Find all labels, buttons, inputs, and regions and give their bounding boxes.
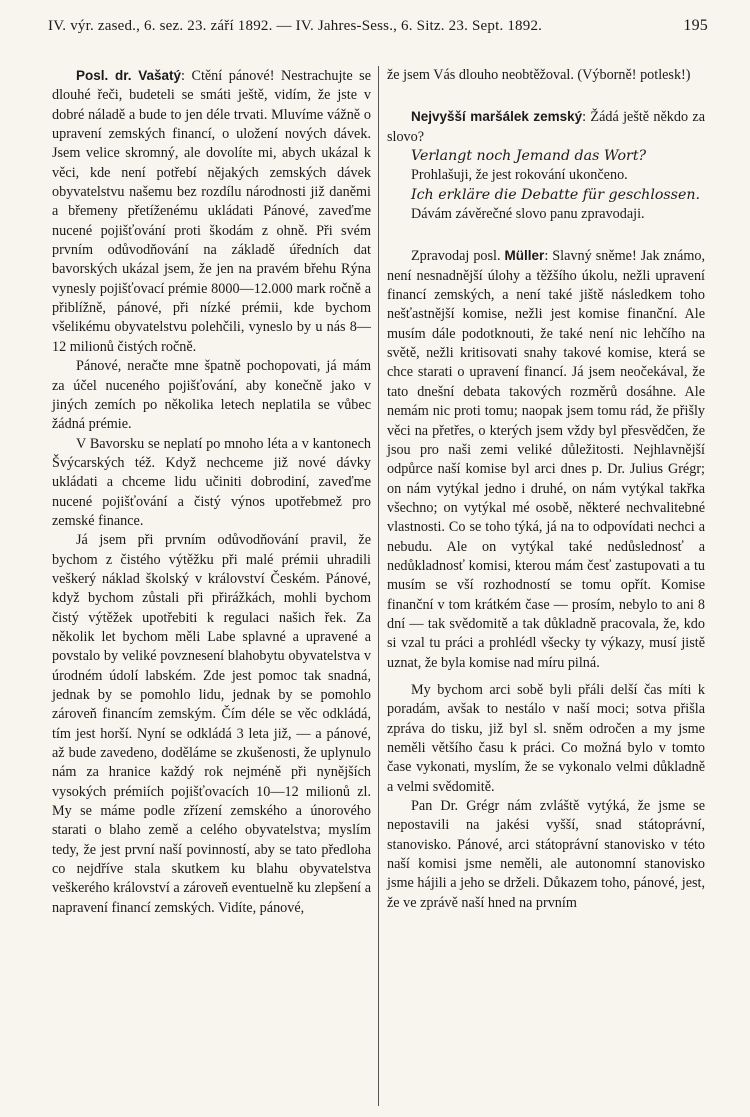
page-header	[48, 17, 708, 35]
speaker-prefix: Zpravodaj posl.	[411, 248, 505, 265]
paragraph-german: Ich erkläre die Debatte für geschlossen.	[411, 186, 701, 203]
text-columns	[52, 66, 716, 1106]
paragraph: Pan Dr. Grégr nám zvláště vytýká, že jsme se nepostavili na jakési vyšší, snad státoprávní, stanovisko. Pánové, arci státoprávní stanovisko v této naší komisi jsme neměli, ale autonomní stanovisko jsme hájili a jeho se drželi. Důkazem toho, pánové, jest, že ve zprávě naší hned na prvním	[387, 798, 705, 911]
paragraph: Dávám závěrečné slovo panu zpravodaji.	[411, 206, 645, 223]
paragraph	[387, 246, 705, 673]
paragraph: Pánové, neračte mne špatně pochopovati, já mám za účel nuceného pojišťování, aby konečně jako v jiných zemích po několika letech neplatila se vůbec žádná prémie.	[52, 358, 371, 433]
speaker-name: Müller	[504, 248, 545, 264]
header-session-info: IV. výr. zased., 6. sez. 23. září 1892. — IV. Jahres-Sess., 6. Sitz. 23. Sept. 1892.	[48, 18, 543, 34]
paragraph-german: Verlangt noch Jemand das Wort?	[411, 148, 647, 165]
spacer	[387, 224, 705, 246]
right-column	[379, 66, 705, 1106]
paragraph: V Bavorsku se neplatí po mnoho léta a v kantonech Švýcarských též. Když nechceme již nové dávky ukládati a chceme lidu učiniti dobrodiní, zaveďme nucené pojišťování a čistý výnos upotřebmež pro zemské finance.	[52, 435, 371, 529]
paragraph: My bychom arci sobě byli přáli delší čas míti k poradám, avšak to nestálo v naší moci; sotva přišla zpráva do tisku, již byl sl. sněm odročen a my jsme neměli většího času k práci. Co možná bylo v tomto čase vykonati, myslím, že se vykonalo velmi důkladně a velmi svědomitě.	[387, 681, 705, 795]
left-column	[52, 66, 378, 1106]
speaker-name: Posl. dr. Vašatý	[76, 68, 182, 83]
speech-text: : Ctění pánové! Nestrachujte se dlouhé řeči, budeteli se smáti ještě, vidím, že jste v dobré náladě a bude to jen déle trvati. Mluvíme vážně o upravení zemských financí, o uložení nových dávek. Jsem velice skromný, ale dovolíte mi, abych ukázal k věci, kde není potřebí nějakých zemských dávek obyvatelstvu našemu bez rozdílu národnosti již daněmi a břemeny přetíženému ukládati Pánové, zaveďme nucené pojišťování proti škodám z ohně. Při svém prvním odůvodňování na základě úředních dat bavorských ukázal jsem, že jen na pravém břehu Rýna vynesly pojišťovací prémie 8000—12.000 mark ročně a přiblížně, pánové, při nízké prémii, kde bychom všelikému obyvatelstvu polehčili, vyneslo by u nás 8—12 milionů čistých ročně.	[52, 68, 371, 355]
spacer	[387, 85, 705, 107]
page-number: 195	[683, 17, 708, 34]
paragraph: že jsem Vás dlouho neobtěžoval. (Výborně! potlesk!)	[387, 67, 691, 83]
paragraph	[52, 66, 371, 357]
paragraph	[387, 107, 705, 147]
paragraph: Já jsem při prvním odůvodňování pravil, že bychom z čistého výtěžku při malé prémii uhradili veškerý náklad školský v království Českém. Pánové, když bychom zůstali při přirážkách, mohli bychom čistý výtěžek upotřebiti k regulaci našich řek. Za několik let bychom měli Labe splavné a upravené a povstalo by veliké povznesení blahobytu obyvatelstva v úrodném údolí labském. Zde jest pomoc tak snadná, jednak by se pomohlo lidu, jednak by se pomohlo zároveň financím zemským. Čím déle se věc odkládá, tím jest horší. Nyní se odkládá 3 leta již, — a pánové, až bude zavedeno, doděláme se zkušenosti, že uplynulo nám za hranice každý rok nejméně při nynějších vysokých prémiích pojišťovacích 10—12 milionů zl. My se máme podle zřízení zemského a únorového starati o blaho země a celého obyvatelstva; myslím tedy, že jest první naší povinností, aby se tato předloha co nejdříve stala skutkem ku blahu obyvatelstva veškerého království a zároveň eventuelně ku zlepšení a napravení financí zemských. Vidíte, pánové,	[52, 532, 371, 916]
speech-text: : Žádá ještě někdo za slovo?	[387, 109, 705, 145]
speaker-name: Nejvyšší maršálek zemský	[411, 109, 583, 125]
spacer	[387, 673, 705, 681]
paragraph: Prohlašuji, že jest rokování ukončeno.	[411, 167, 628, 184]
speech-text: : Slavný sněme! Jak známo, není nesnadnější úlohy a těžšího úkolu, nežli upravení financí zemských, a není také jiště následkem toho nešťastnější komise, nežli jest komise finanční. Ale musím dále podotknouti, že také není nic lehčího na světě, nežli kritisovati snahy takové komise, která se chce starati o upravení financí. Já jsem neočekával, že tato dnešní debata takových rozměrů dosáhne. Ale nemám nic proti tomu; naopak jsem tomu rád, že přišly věci na přetřes, o kterých jsem vždy byl přesvědčen, že jsou pro naši zemi veliké důležitosti. Nejhlavnější odpůrce naší komise byl arci dnes p. Dr. Julius Grégr; on nám vytýkal jedno i druhé, on nám vytýkal takřka všechno; on vytýkal mé osobě, některé nechvalitebné vlastnosti. Co se toho týká, já na to odpovídati nechci a nebudu. Ale on vytýkal také nedůslednosť a nedůkladnosť komisi, kterou mám česť zastupovati a tu musím se vší rozhodností se tomu opřít. Komise finanční v tom krátkém čase — prosím, nebylo to ani 8 dní — tak svědomitě a tak důkladně pracovala, že, kdo si vzal tu práci a prohlédl všecky ty výkazy, musí jistě uznat, že byla komise nad míru pilná.	[387, 248, 705, 671]
